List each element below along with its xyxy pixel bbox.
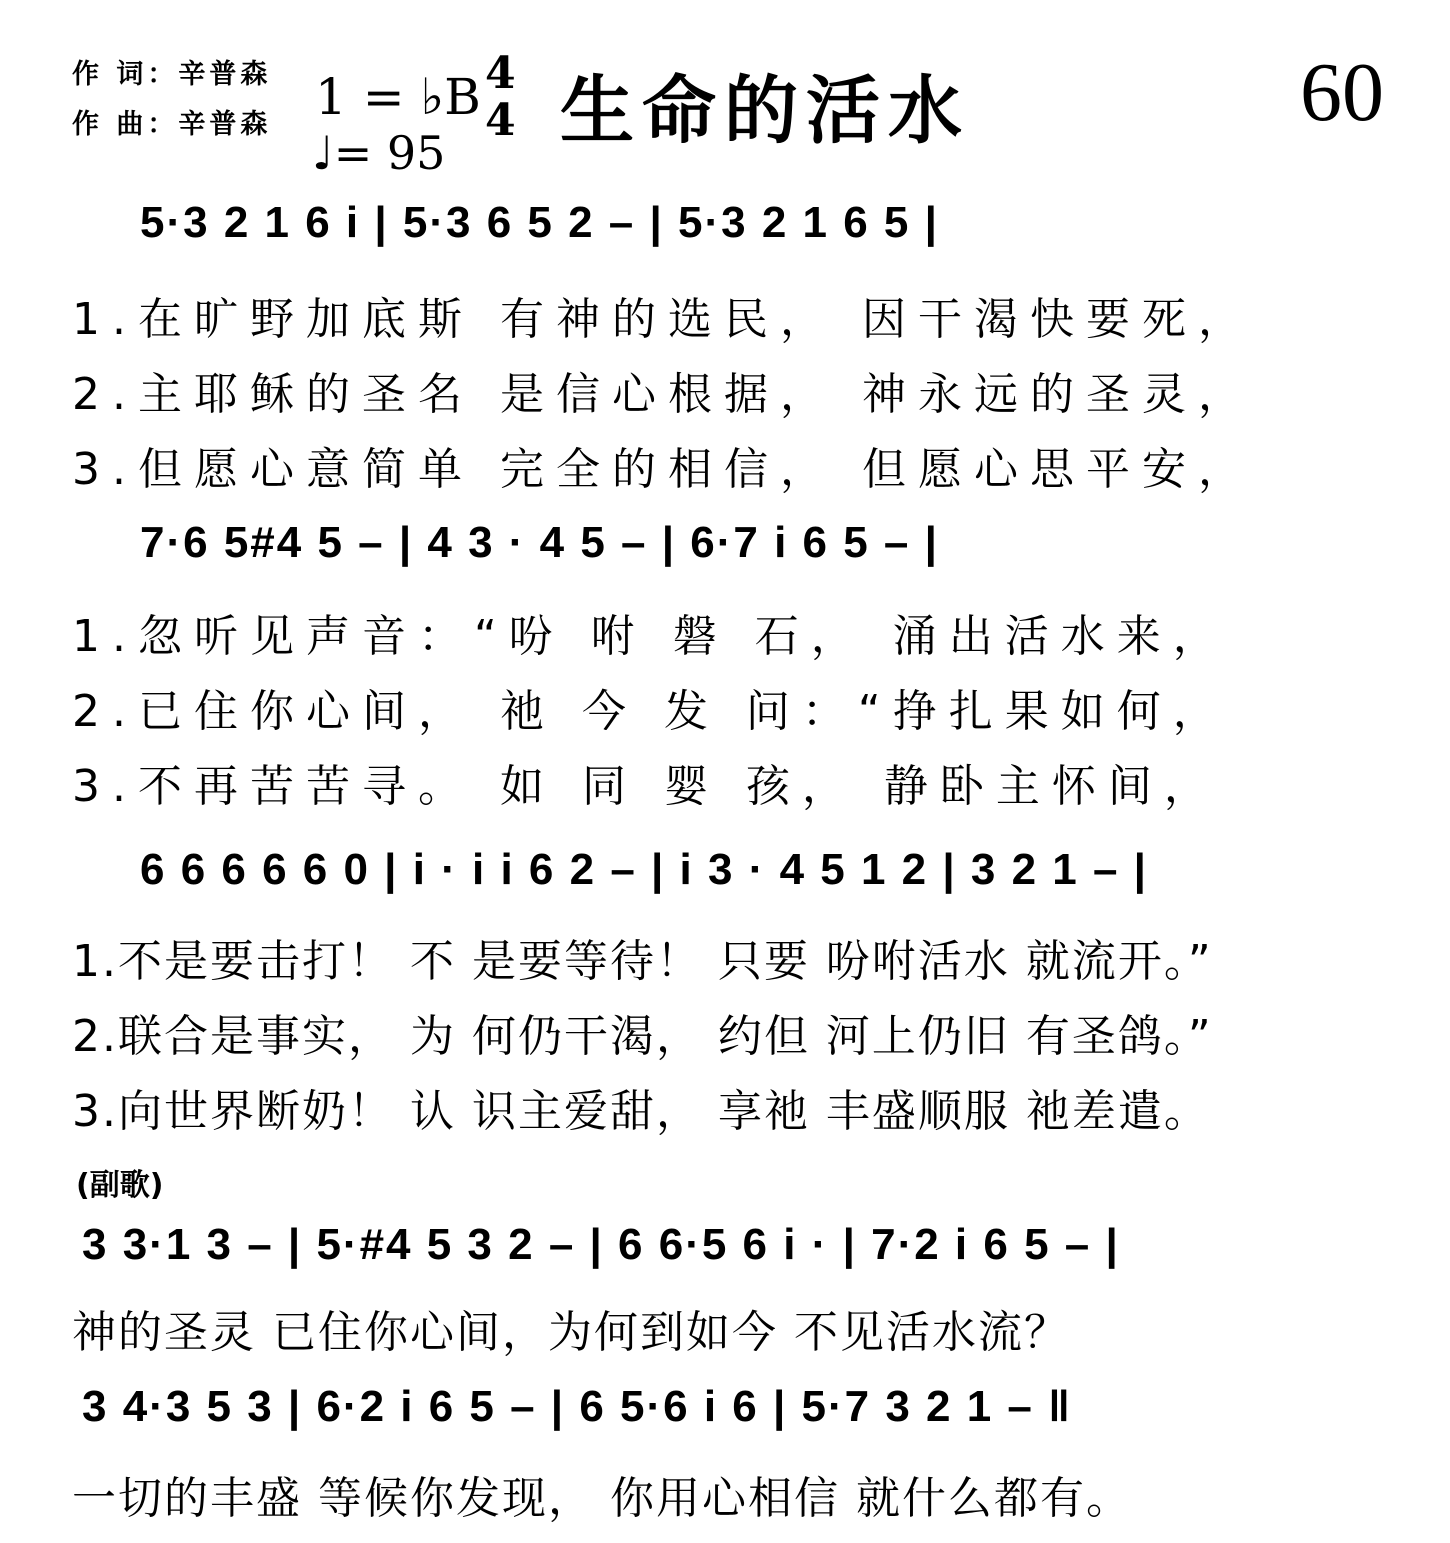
lyric-line-2-verse-3: 3.不再苦苦寻。 如 同 婴 孩， 静卧主怀间， bbox=[72, 761, 1220, 812]
lyric-line-1-verse-2: 2.主耶稣的圣名 是信心根据， 神永远的圣灵， bbox=[72, 369, 1254, 420]
refrain-lyric-line-1: 神的圣灵 已住你心间，为何到如今 不见活水流？ bbox=[72, 1307, 1070, 1358]
time-signature-bottom: 4 bbox=[485, 95, 516, 146]
lyric-line-2-verse-1: 1.忽听见声音：“吩 咐 磐 石， 涌出活水来， bbox=[72, 611, 1229, 662]
refrain-label: (副歌) bbox=[76, 1168, 164, 1203]
notation-line-3: 6 6 6 6 6 0 | i · i i 6 2 – | i 3 · 4 5 1 2 | 3 2 1 – | bbox=[140, 845, 1148, 894]
lyric-line-3-verse-1: 1.不是要击打！ 不 是要等待！ 只要 吩咐活水 就流开。” bbox=[72, 936, 1213, 987]
lyric-line-3-verse-3: 3.向世界断奶！ 认 识主爱甜， 享祂 丰盛顺服 祂差遣。 bbox=[72, 1086, 1210, 1137]
notation-line-1: 5·3 2 1 6 i | 5·3 6 5 2 – | 5·3 2 1 6 5 | bbox=[140, 198, 939, 247]
composer-credit: 作 曲：辛普森 bbox=[72, 109, 272, 140]
key-signature: 1 = ♭B bbox=[315, 68, 481, 126]
hymn-number: 60 bbox=[1300, 46, 1384, 139]
lyricist-credit: 作 词：辛普森 bbox=[72, 59, 272, 90]
hymn-title: 生命的活水 bbox=[560, 68, 970, 154]
lyric-line-1-verse-1: 1.在旷野加底斯 有神的选民， 因干渴快要死， bbox=[72, 294, 1254, 345]
lyric-line-3-verse-2: 2.联合是事实， 为 何仍干渴， 约但 河上仍旧 有圣鸽。” bbox=[72, 1011, 1213, 1062]
tempo-marking: ♩= 95 bbox=[312, 126, 446, 180]
refrain-notation-line-1: 3 3·1 3 – | 5·#4 5 3 2 – | 6 6·5 6 i · | 7·2 i 6 5 – | bbox=[82, 1220, 1120, 1269]
refrain-lyric-line-2: 一切的丰盛 等候你发现， 你用心相信 就什么都有。 bbox=[72, 1473, 1132, 1524]
lyric-line-1-verse-3: 3.但愿心意简单 完全的相信， 但愿心思平安， bbox=[72, 444, 1254, 495]
notation-line-2: 7·6 5#4 5 – | 4 3 · 4 5 – | 6·7 i 6 5 – | bbox=[140, 518, 939, 567]
time-signature-top: 4 bbox=[485, 48, 516, 99]
lyric-line-2-verse-2: 2.已住你心间， 祂 今 发 问：“挣扎果如何， bbox=[72, 686, 1229, 737]
refrain-notation-line-2: 3 4·3 5 3 | 6·2 i 6 5 – | 6 5·6 i 6 | 5·7 3 2 1 – ‖ bbox=[82, 1382, 1073, 1431]
